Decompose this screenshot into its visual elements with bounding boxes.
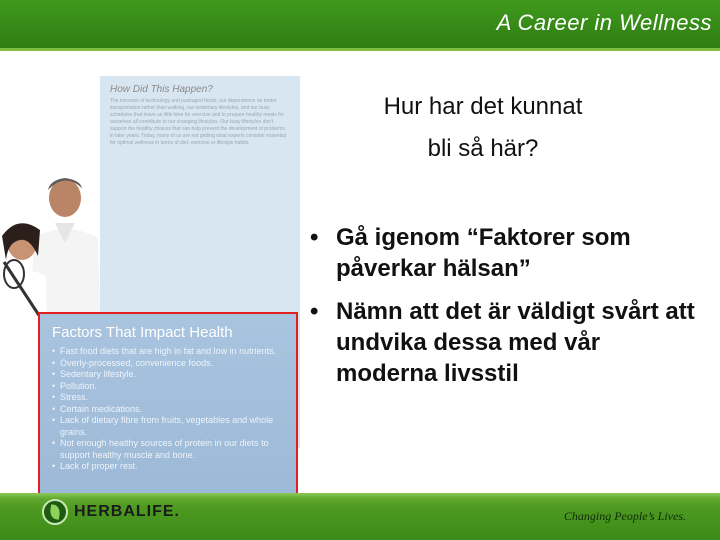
factor-item: • Overly-processed, convenience foods.	[52, 358, 292, 370]
factor-item: • Fast food diets that are high in fat and low in nutrients.	[52, 346, 292, 358]
card-text: The increase of technology and packaged foods, our dependence on motor transportation rather than walking, our sedentary lifestyles, and our busy schedules that leave us little time for exercise and to prepare healthy meals for ourselves all contribute to our changing lifestyles. Our busy lifestyles don't support the healthy choices that can help prevent the development of problems in later years. Today, many of us are not getting what experts consider essential for optimal wellness in terms of diet, exercise or lifestyle habits.	[110, 98, 287, 146]
footer-tagline: Changing People’s Lives.	[563, 509, 686, 523]
factor-item: • Lack of dietary fibre from fruits, vegetables and whole grains.	[52, 415, 292, 438]
heading-line-2: bli så här?	[427, 135, 539, 162]
card-heading: How Did This Happen?	[110, 84, 213, 95]
illustration-image	[0, 76, 300, 471]
factors-panel	[38, 312, 298, 512]
header-title: A Career in Wellness	[496, 10, 712, 35]
logo-text: HERBALIFE.	[74, 503, 180, 520]
leaf-icon	[42, 499, 68, 525]
bullet-item: • Gå igenom “Faktorer som påverkar hälsan”	[308, 222, 708, 284]
bullet-item: • Nämn att det är väldigt svårt att undvika dessa med vår moderna livsstil	[308, 296, 708, 389]
herbalife-logo	[42, 499, 180, 525]
factor-item: • Sedentary lifestyle.	[52, 369, 292, 381]
factor-item: • Pollution.	[52, 381, 292, 393]
factor-item: • Not enough healthy sources of protein in our diets to support healthy muscle and bone.	[52, 438, 292, 461]
slide-heading	[318, 86, 648, 170]
factor-item: • Certain medications.	[52, 404, 292, 416]
factor-item: • Lack of proper rest.	[52, 461, 292, 473]
factors-list	[52, 346, 292, 473]
header-banner	[0, 0, 720, 51]
bullet-list	[308, 222, 708, 401]
factor-item: • Stress.	[52, 392, 292, 404]
heading-line-1: Hur har det kunnat	[383, 93, 583, 120]
panel-title: Factors That Impact Health	[52, 324, 233, 341]
